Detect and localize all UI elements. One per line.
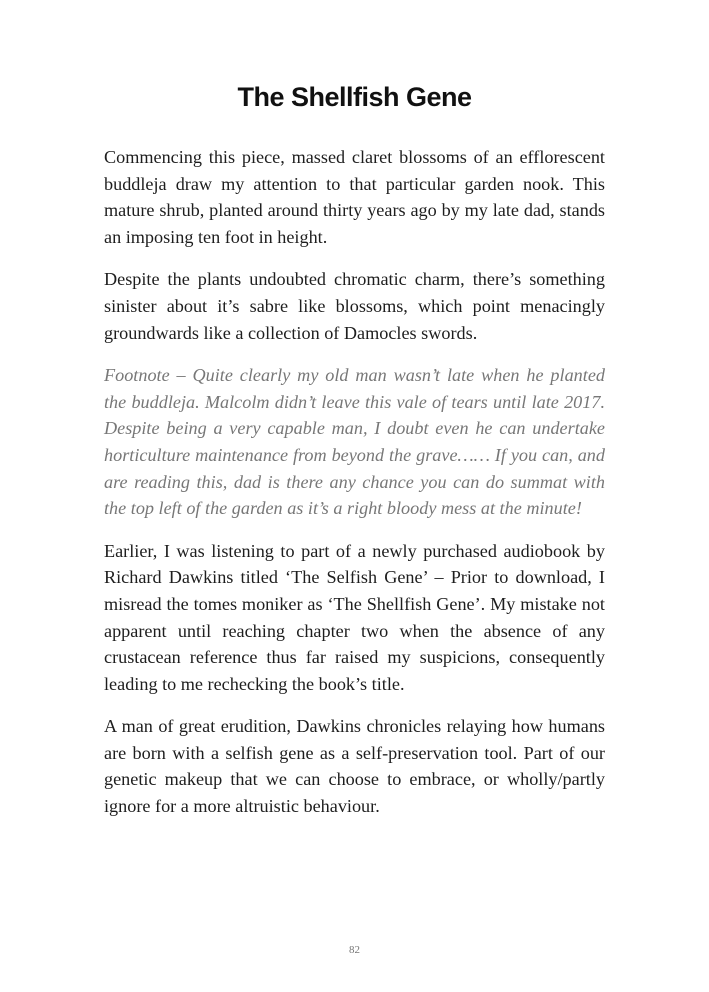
page-title: The Shellfish Gene <box>237 82 472 112</box>
paragraph-blossoms: Despite the plants undoubted chromatic charm, there’s something sinister about it’s sabre like blossoms, which point menacingly groundwards like a collection of Damocles swords. <box>104 269 605 343</box>
paragraph-dawkins: A man of great erudition, Dawkins chronicles relaying how humans are born with a selfish gene as a self-preservation tool. Part of our genetic makeup that we can choose to embrace, or wholly/partly ignore for a more altruistic behaviour. <box>104 716 605 817</box>
paragraph-buddleja: Commencing this piece, massed claret blossoms of an efflorescent buddleja draw my attention to that particular garden nook. This mature shrub, planted around thirty years ago by my late dad, stands an imposing ten foot in height. <box>104 147 605 247</box>
page-number: 82 <box>349 944 360 956</box>
footnote-paragraph: Footnote – Quite clearly my old man wasn’t late when he planted the buddleja. Malcolm didn’t leave this vale of tears until late 2017. Despite being a very capable man, I doubt even he can undertake horticulture maintenance from beyond the grave…… If you can, and are reading this, dad is there any chance you can do summat with the top left of the garden as it’s a right bloody mess at the minute! <box>104 365 605 519</box>
body-text <box>104 144 605 836</box>
paragraph-audiobook: Earlier, I was listening to part of a newly purchased audiobook by Richard Dawkins titled ‘The Selfish Gene’ – Prior to download, I misread the tomes moniker as ‘The Shellfish Gene’. My mistake not apparent until reaching chapter two when the absence of any crustacean reference thus far raised my suspicions, consequently leading to me rechecking the book’s title. <box>104 540 605 694</box>
